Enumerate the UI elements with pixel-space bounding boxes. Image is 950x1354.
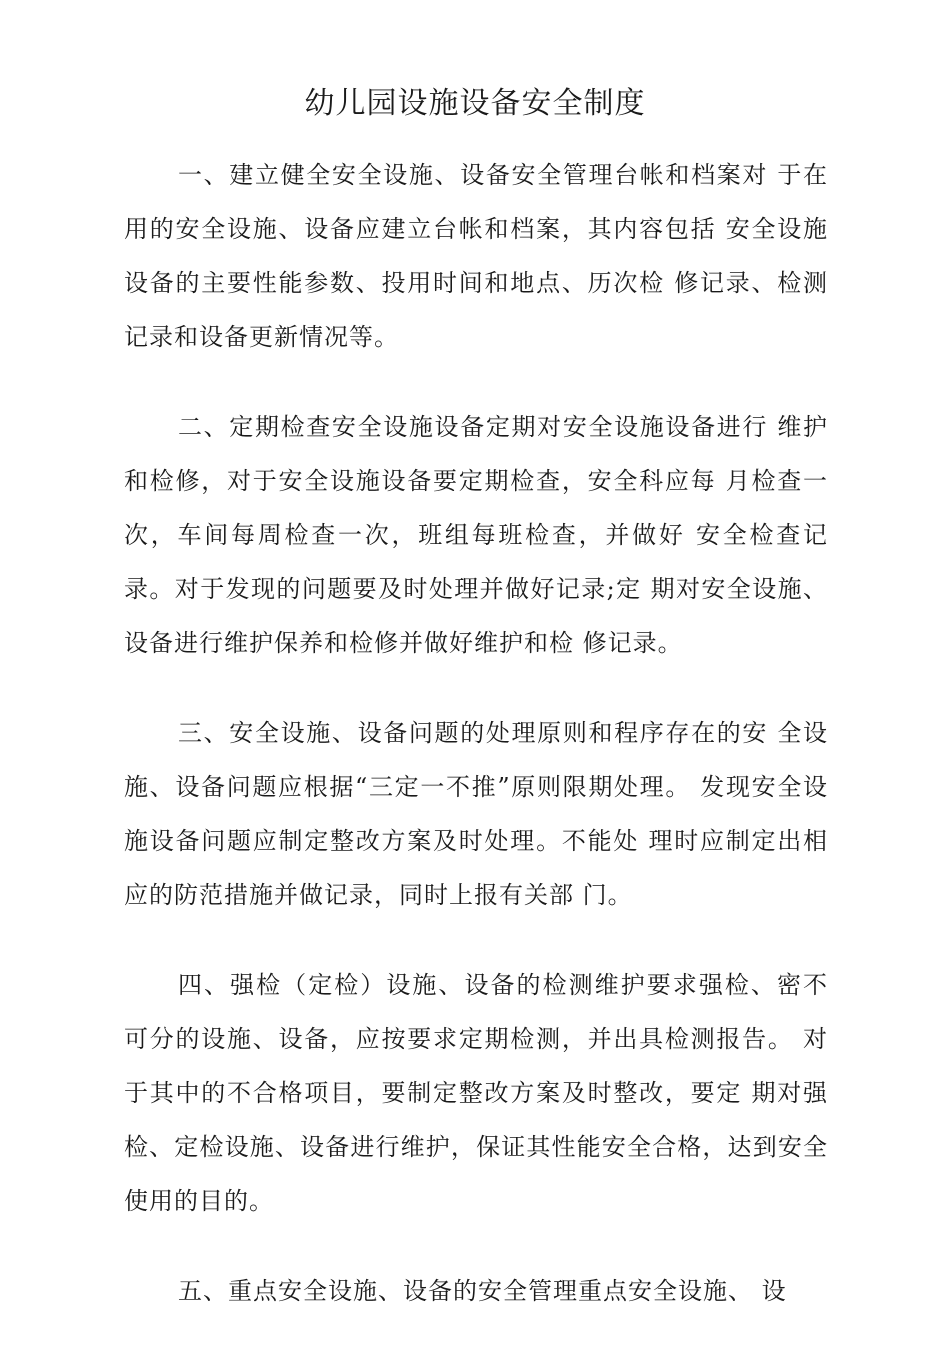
- paragraph-1: 一、建立健全安全设施、设备安全管理台帐和档案对 于在用的安全设施、设备应建立台帐和档案，其内容包括 安全设施设备的主要性能参数、投用时间和地点、历次检 修记录、检测记录和设备更新情况等。: [124, 161, 828, 351]
- document-body: [124, 148, 837, 1354]
- paragraph-4: 四、强检（定检）设施、设备的检测维护要求强检、密不 可分的设施、设备，应按要求定期检测，并出具检测报告。 对于其中的不合格项目，要制定整改方案及时整改，要定 期对强检、定检设施、设备进行维护，保证其性能安全合格，达到安全使用的目的。: [124, 971, 837, 1215]
- paragraph-5: 五、重点安全设施、设备的安全管理重点安全设施、 设: [178, 1277, 787, 1305]
- paragraph-3: 三、安全设施、设备问题的处理原则和程序存在的安 全设施、设备问题应根据“三定一不推”原则限期处理。 发现安全设施设备问题应制定整改方案及时处理。不能处 理时应制定出相应的防范措施并做记录，同时上报有关部 门。: [124, 719, 828, 909]
- document-title: 幼儿园设施设备安全制度: [304, 86, 646, 121]
- paragraph-2: 二、定期检查安全设施设备定期对安全设施设备进行 维护和检修，对于安全设施设备要定期检查，安全科应每 月检查一次，车间每周检查一次，班组每班检查，并做好 安全检查记录。对于发现的问题要及时处理并做好记录;定 期对安全设施、设备进行维护保养和检修并做好维护和检 修记录。: [124, 413, 828, 657]
